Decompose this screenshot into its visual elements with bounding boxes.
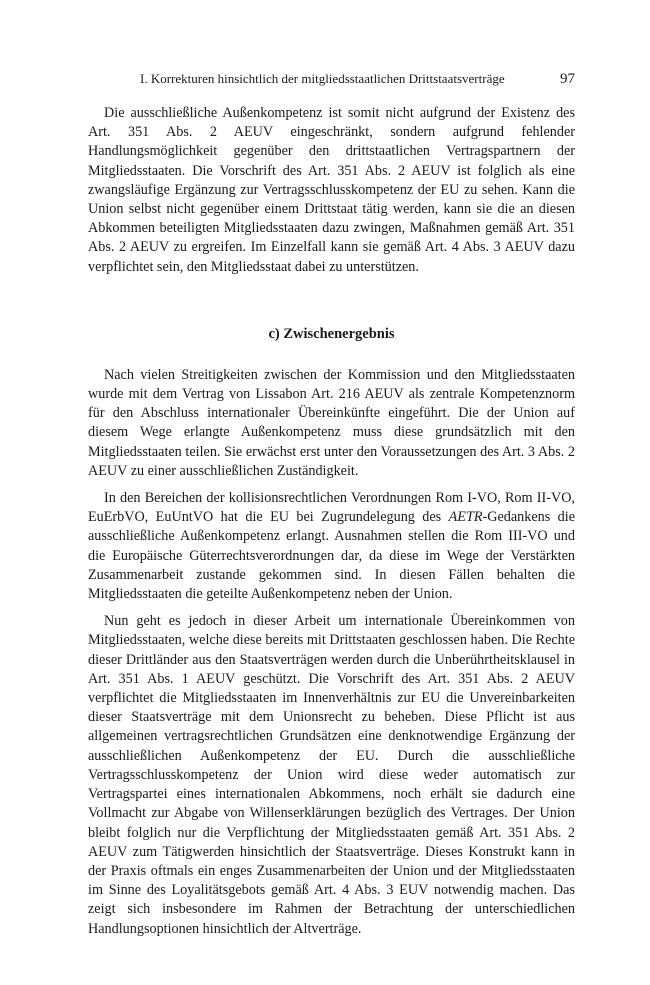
paragraph-1: Die ausschließliche Außenkompetenz ist somit nicht aufgrund der Existenz des Art. 351 Abs. 2 AEUV eingeschränkt, sondern aufgrund fehlender Handlungsmöglichkeit gegenüber den drittstaatlichen Vertragspartnern der Mitgliedsstaaten. Die Vorschrift des Art. 351 Abs. 2 AEUV ist folglich als eine zwangsläufige Ergänzung zur Vertragsschlusskompetenz der EU zu sehen. Kann die Union selbst nicht gegenüber einem Drittstaat tätig werden, kann sie die an diesen Abkommen beteiligten Mitgliedsstaaten dazu zwingen, Maßnahmen gemäß Art. 351 Abs. 2 AEUV zu ergreifen. Im Einzelfall kann sie gemäß Art. 4 Abs. 3 AEUV dazu verpflichtet sein, den Mitgliedsstaat dabei zu unterstützen. bbox=[88, 105, 575, 275]
section-heading: c) Zwischenergebnis bbox=[268, 325, 395, 342]
page-number: 97 bbox=[560, 71, 575, 87]
paragraph-4: Nun geht es jedoch in dieser Arbeit um internationale Übereinkommen von Mitgliedsstaaten, welche diese bereits mit Drittstaaten geschlossen haben. Die Rechte dieser Drittländer aus den Staatsverträgen werden durch die Unberührtheitsklausel in Art. 351 Abs. 1 AEUV geschützt. Die Vorschrift des Art. 351 Abs. 2 AEUV verpflichtet die Mitgliedsstaaten im Innenverhältnis zur EU die Unvereinbarkeiten dieser Staatsverträge mit dem Unionsrecht zu beheben. Diese Pflicht ist aus allgemeinen vertragsrechtlichen Grundsätzen eine denknotwendige Ergänzung der ausschließlichen Außenkompetenz der EU. Durch die ausschließliche Vertragsschlusskompetenz der Union wird diese weder automatisch zur Vertragspartei eines internationalen Abkommens, noch erhält sie dadurch eine Vollmacht zur Abgabe von Willenserklärungen bezüglich des Vertrages. Der Union bleibt folglich nur die Verpflichtung der Mitgliedsstaaten gemäß Art. 351 Abs. 2 AEUV zum Tätigwerden hinsichtlich der Staatsverträge. Dieses Konstrukt kann in der Praxis oftmals ein enges Zusammenarbeiten der Union und der Mitgliedsstaaten im Sinne des Loyalitätsgebots gemäß Art. 4 Abs. 3 EUV notwendig machen. Das zeigt sich insbesondere im Rahmen der Betrachtung der unterschiedlichen Handlungsoptionen hinsichtlich der Altverträge. bbox=[88, 613, 575, 937]
running-title: I. Korrekturen hinsichtlich der mitgliedsstaatlichen Drittstaatsverträge bbox=[140, 71, 505, 86]
paragraph-3 bbox=[88, 489, 575, 604]
paragraph-3-text-b: -Gedankens die ausschließliche Außenkompetenz erlangt. Ausnahmen stellen die Rom III-VO und die Europäische Güterrechtsverordnungen dar, da diese im Wege der Verstärkten Zusammenarbeit zustande gekommen sind. In diesen Fällen behalten die Mitgliedsstaaten die geteilte Außenkompetenz neben der Union. bbox=[88, 509, 575, 603]
paragraph-3-italic: AETR bbox=[448, 509, 483, 526]
paragraph-2: Nach vielen Streitigkeiten zwischen der Kommission und den Mitgliedsstaaten wurde mit dem Vertrag von Lissabon Art. 216 AEUV als zentrale Kompetenznorm für den Abschluss internationaler Übereinkünfte eingeführt. Die der Union auf diesem Wege erlangte Außenkompetenz muss diese grundsätzlich mit den Mitgliedsstaaten teilen. Sie erwächst erst unter den Voraussetzungen des Art. 3 Abs. 2 AEUV zu einer ausschließlichen Zuständigkeit. bbox=[88, 366, 575, 479]
paragraph-3-text-a: In den Bereichen der kollisionsrechtlichen Verordnungen Rom I-VO, Rom II-VO, EuErbVO, EuUntVO hat die EU bei Zugrundelegung des bbox=[88, 490, 575, 526]
body-text bbox=[88, 104, 575, 939]
